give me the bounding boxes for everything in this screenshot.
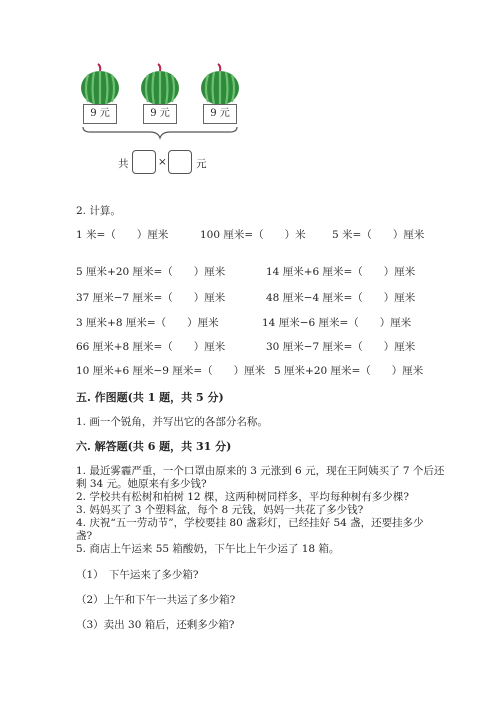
price-label: 9 元 bbox=[203, 104, 237, 124]
price-label: 9 元 bbox=[83, 104, 117, 124]
answer-box[interactable] bbox=[132, 150, 156, 174]
question-text: 1. 最近雾霾严重，一个口罩由原来的 3 元涨到 6 元，现在王阿姨买了 7 个后还 bbox=[76, 465, 445, 477]
question-text: 1. 画一个锐角，并写出它的各部分名称。 bbox=[76, 416, 268, 428]
question-text: 盏? bbox=[76, 530, 93, 542]
calc-item: 37 厘米−7 厘米=（ ）厘米 bbox=[76, 292, 226, 304]
calc-item: 48 厘米−4 厘米=（ ）厘米 bbox=[266, 292, 416, 304]
times-sign: × bbox=[158, 156, 167, 168]
calc-item: 5 米=（ ）厘米 bbox=[332, 229, 425, 241]
question-text: 剩 34 元。她原来有多少钱? bbox=[76, 478, 207, 490]
section-heading: 五. 作图题(共 1 题，共 5 分) bbox=[76, 391, 224, 404]
calc-item: 3 厘米+8 厘米=（ ）厘米 bbox=[76, 317, 219, 329]
watermelon-icon bbox=[201, 64, 239, 105]
calc-item: 5 厘米+20 厘米=（ ）厘米 bbox=[76, 266, 226, 278]
calc-item: 100 厘米=（ ）米 bbox=[200, 229, 306, 241]
bracket bbox=[83, 127, 237, 138]
calc-item: 1 米=（ ）厘米 bbox=[76, 229, 169, 241]
question-text: 4. 庆祝“五一劳动节”，学校要挂 80 盏彩灯，已经挂好 54 盏，还要挂多少 bbox=[76, 517, 424, 529]
watermelon-icon bbox=[141, 64, 179, 105]
question-text: 2. 学校共有松树和柏树 12 棵，这两种树同样多，平均每种树有多少棵? bbox=[76, 491, 410, 503]
total-prefix: 共 bbox=[118, 158, 129, 170]
watermelon-icon bbox=[81, 64, 119, 105]
sub-question: （3）卖出 30 箱后，还剩多少箱? bbox=[76, 619, 235, 631]
question-title: 2. 计算。 bbox=[76, 205, 121, 217]
calc-item: 30 厘米−7 厘米=（ ）厘米 bbox=[266, 341, 416, 353]
calc-item: 5 厘米+20 厘米=（ ）厘米 bbox=[274, 365, 424, 377]
price-label: 9 元 bbox=[143, 104, 177, 124]
calc-item: 10 厘米+6 厘米−9 厘米=（ ）厘米 bbox=[76, 365, 266, 377]
section-heading: 六. 解答题(共 6 题，共 31 分) bbox=[76, 440, 232, 453]
calc-item: 66 厘米+8 厘米=（ ）厘米 bbox=[76, 341, 226, 353]
answer-box[interactable] bbox=[168, 150, 192, 174]
question-text: 3. 妈妈买了 3 个塑料盆，每个 8 元钱，妈妈一共花了多少钱? bbox=[76, 504, 364, 516]
sub-question: （1） 下午运来了多少箱? bbox=[76, 569, 199, 581]
question-text: 5. 商店上午运来 55 箱酸奶，下午比上午少运了 18 箱。 bbox=[76, 543, 340, 555]
unit-label: 元 bbox=[196, 158, 207, 170]
calc-item: 14 厘米+6 厘米=（ ）厘米 bbox=[266, 266, 416, 278]
calc-item: 14 厘米−6 厘米=（ ）厘米 bbox=[262, 317, 412, 329]
sub-question: （2）上午和下午一共运了多少箱? bbox=[76, 594, 236, 606]
